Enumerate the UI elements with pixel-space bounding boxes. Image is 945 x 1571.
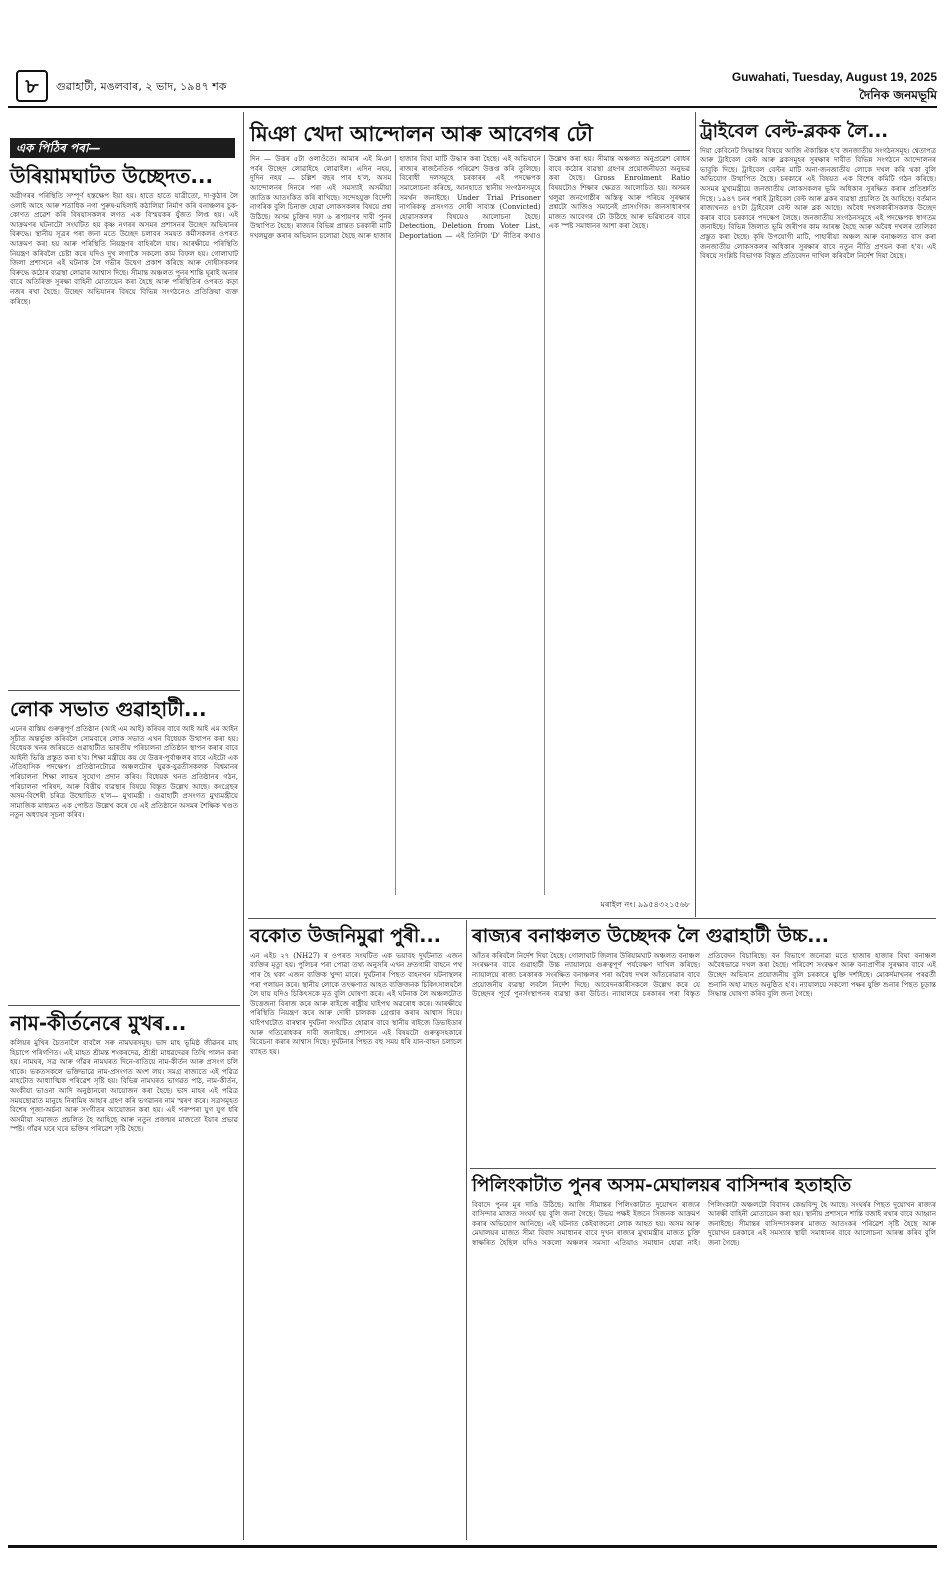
article-phone-number: মৰাইল নং। ৯৯৫৪৩২১৫৬৮ xyxy=(600,900,690,910)
page-number: ৮ xyxy=(16,70,48,102)
article-headline: ৰাজ্যৰ বনাঞ্চলত উচ্ছেদক লৈ গুৱাহাটী উচ্চ... xyxy=(472,925,829,947)
section-rule xyxy=(8,690,240,691)
lead-headline: মিঞা খেদা আন্দোলন আৰু আবেগৰ ঢৌ xyxy=(250,122,690,151)
article-headline: ট্ৰাইবেল বেল্ট-ব্লকক লৈ... xyxy=(700,121,889,142)
article-body: বিবাদে পুনৰ মূৰ দাঙি উঠিছে। আজি সীমান্তৰ পিলিংকাটাত দুয়োখন ৰাজ্যৰ বাসিন্দাৰ মাজত সংঘৰ্ষ হয় বুলি জনা গৈছে। উভয় পক্ষই ইজনে সিজনক আক্ৰমণ কৰাৰ অভিযোগ আনিছে। এই ঘটনাত কেইবাজনো লোক আহত হয়। অসম আৰু মেঘালয়ৰ মাজত সীমা বিবাদ সমাধানৰ বাবে দুখন ৰাজ্যৰ মুখ্যমন্ত্ৰীৰ মাজত চুক্তি স্বাক্ষৰিত হৈছিল যদিও সকলো অঞ্চলৰ সমস্যা এতিয়াও সমাধান হোৱা নাই। পিলিংকাটা অঞ্চলটো বিবাদৰ কেন্দ্ৰবিন্দু হৈ আছে। সংঘৰ্ষৰ পিছত দুয়োখন ৰাজ্যৰ আৰক্ষী বাহিনী মোতায়েন কৰা হয়। স্থানীয় প্ৰশাসনে শান্তি বজাই ৰখাৰ বাবে আহ্বান জনাইছে। সীমান্তৰ বাসিন্দাসকলৰ মাজত আতংকৰ পৰিৱেশ সৃষ্টি হৈছে আৰু দুয়োখন চৰকাৰে এই সমস্যাৰ স্থায়ী সমাধানৰ বাবে আলোচনা আৰম্ভ কৰিব বুলি জনা গৈছে। xyxy=(472,1200,939,1248)
article-uriamghat xyxy=(10,164,241,685)
article-pilingkata xyxy=(472,1175,939,1540)
article-headline: নাম-কীৰ্তনেৰে মুখৰ... xyxy=(10,1011,187,1035)
article-headline: লোক সভাত গুৱাহাটী... xyxy=(10,697,207,721)
article-naam-kirtan xyxy=(10,1011,241,1540)
article-body: আঁতৰ কৰিবলৈ নিৰ্দেশ দিয়া হৈছে। গোলাঘাট জিলাৰ উৰিয়ামঘাট অঞ্চলত বনাঞ্চল সংৰক্ষণৰ বাবে গুৱাহাটী উচ্চ ন্যায়ালয়ে গুৰুত্বপূৰ্ণ পৰ্যবেক্ষণ দাখিল কৰিছে। ন্যায়ালয়ে ৰাজ্য চৰকাৰক সংৰক্ষিত বনাঞ্চলৰ পৰা অবৈধ দখল আঁতৰোৱাৰ বাবে প্ৰয়োজনীয় ব্যৱস্থা লবলৈ নিৰ্দেশ দিছে। আবেদনকাৰীসকলে উল্লেখ কৰে যে উচ্ছেদৰ পূৰ্বে পুনৰ্সংস্থাপনৰ ব্যৱস্থা কৰা উচিত। ন্যায়ালয়ে চৰকাৰৰ পৰা বিস্তৃত প্ৰতিবেদন বিচাৰিছে। বন বিভাগে জনোৱা মতে হাজাৰ হাজাৰ বিঘা বনাঞ্চল অবৈধভাৱে দখল কৰা হৈছে। পৰিবেশ সংৰক্ষণ আৰু বন্যপ্ৰাণীৰ সুৰক্ষাৰ বাবে এই উচ্ছেদ অভিযান প্ৰয়োজনীয় বুলি চৰকাৰে যুক্তি দৰ্শাইছে। মোকৰ্দমাখনৰ পৰৱৰ্তী শুনানি অহা মাহত অনুষ্ঠিত হ'ব। ন্যায়ালয়ে সকলো পক্ষৰ যুক্তি শুনাৰ পিছত চূড়ান্ত সিদ্ধান্ত ঘোষণা কৰিব বুলি জনা গৈছে। xyxy=(472,951,939,999)
section-rule xyxy=(248,918,936,919)
article-bakot xyxy=(250,925,465,1540)
page-header xyxy=(8,70,937,108)
article-headline: উৰিয়ামঘাটত উচ্ছেদত... xyxy=(10,164,214,188)
header-right xyxy=(732,70,937,107)
header-date-english: Guwahati, Tuesday, August 19, 2025 xyxy=(731,70,937,84)
article-body: দিয়া কেবিনেট সিদ্ধান্তৰ বিষয়ে আজি ঐকান্তিক হ'ব জনজাতীয় সংগঠনসমূহ। শ্বেতাপত্ৰ আৰু ট্ৰাইবেল বেল্ট আৰু ব্লকসমূহৰ সুৰক্ষাৰ দাবীত বিভিন্ন সংগঠনে আন্দোলনৰ ভাবুকি দিছে। ট্ৰাইবেল বেল্টৰ মাটি অনা-জনজাতীয় লোকে দখল কৰি থকা বুলি অভিযোগ উত্থাপিত হৈছে। চৰকাৰে এই বিষয়ত এক বিশেষ কমিটি গঠন কৰিছে। অসমৰ মুখ্যমন্ত্ৰীয়ে জনজাতীয় লোকসকলৰ ভূমি অধিকাৰ সুৰক্ষিত কৰাৰ প্ৰতিশ্ৰুতি দিছে। ১৯৪৭ চনৰ পৰাই ট্ৰাইবেল বেল্ট আৰু ব্লকৰ ব্যৱস্থা প্ৰচলিত হৈ আহিছে। বৰ্তমান ৰাজ্যখনত ৪৭টা ট্ৰাইবেল বেল্ট আৰু ব্লক আছে। অবৈধ দখলকাৰীসকলক উচ্ছেদ কৰাৰ বাবে চৰকাৰে পদক্ষেপ লৈছে। জনজাতীয় সংগঠনসমূহে এই পদক্ষেপক স্বাগতম জনাইছে। বিভিন্ন জিলাত ভূমি জৰীপৰ কাম আৰম্ভ হৈছে আৰু অবৈধ দখলৰ তালিকা প্ৰস্তুত কৰা হৈছে। কৃষি উপযোগী মাটি, পাহাৰীয়া অঞ্চল আৰু বনাঞ্চলত বাস কৰা জনজাতীয় লোকসকলৰ অধিকাৰ সুৰক্ষাৰ বাবে নতুন নীতি প্ৰণয়ন কৰা হ'ব। এই বিষয়ে সংশ্লিষ্ট বিভাগক বিস্তৃত প্ৰতিবেদন দাখিল কৰিবলৈ নিৰ্দেশ দিয়া হৈছে। xyxy=(700,146,939,261)
article-body: এনেৰ বাস্তিয় গুৰুত্বপূৰ্ণ প্ৰতিষ্ঠান (আই এম আই) কৰিবৰ বাবে আই আই এম আইন সূচীত অন্তৰ্ভুক্ত কৰিবলৈ সোমবাৰে লোক সভাত এখন বিধেয়ক উত্থাপন কৰা হয়। বিধেয়ক খনৰ জৰিয়তে গুৱাহাটীত ভাৰতীয় পৰিচালনা প্ৰতিষ্ঠান স্থাপন কৰাৰ বাবে আইনী ভিত্তি প্ৰস্তুত কৰা হ'ব। শিক্ষা মন্ত্ৰীয়ে কয় যে উত্তৰ-পূৰ্বাঞ্চলৰ বাবে এইটো এক ঐতিহাসিক পদক্ষেপ। প্ৰতিষ্ঠানটোৱে অঞ্চলটোৰ যুৱক-যুৱতীসকলক বিশ্বমানৰ পৰিচালনা শিক্ষা লাভৰ সুযোগ প্ৰদান কৰিব। বিধেয়ক খনত প্ৰতিষ্ঠানৰ গঠন, পৰিচালনা পৰিষদ, আৰু বিত্তীয় ব্যৱস্থাৰ বিষয়ে বিস্তৃত উল্লেখ আছে। কংগ্ৰেছৰ অসম-বিশেষী চৰিত্ৰ উন্মোচিত হ'ল— মুখ্যমন্ত্ৰী ৷ গুৱাহাটী প্ৰসংগত মুখ্যমন্ত্ৰীয়ে সামাজিক মাধ্যমত এক পোষ্টত উল্লেখ কৰে যে এই প্ৰতিষ্ঠানে অসমৰ শৈক্ষিক খণ্ডত নতুন অধ্যায়ৰ সূচনা কৰিব। xyxy=(10,725,241,820)
newspaper-name: দৈনিক জনমভূমি xyxy=(859,88,937,102)
article-tribal-belt xyxy=(700,121,939,914)
article-body: কলিয়ৰ মুখিৰ চৈতন্যলৈ বাবলৈ সৰু নামঘৰসমূহ। ভাদ মাহ ভূমিষ্ঠ জীৱনৰ মাহ হিচাপে পৰিগণিত। এই মাহত শ্ৰীমন্ত শংকৰদেৱ, শ্ৰীশ্ৰী মাধৱদেৱৰ তিথি পালন কৰা হয়। নামঘৰ, সত্ৰ আৰু গাঁৱৰ নামঘৰত দিনে-ৰাতিয়ে নাম-কীৰ্তন আৰু প্ৰসংগ চলি থাকে। ভকতসকলে ভক্তিভাৱে নাম-প্ৰসংগত অংশ লয়। সমগ্ৰ ৰাজ্যতে এই পৱিত্ৰ মাহটোত আধ্যাত্মিক পৰিৱেশ সৃষ্টি হয়। বিভিন্ন নামঘৰত ভাগৱত পাঠ, নাম-কীৰ্তন, অংকীয়া ভাওনা আদি অনুষ্ঠানৰো আয়োজন কৰা হৈছে। ভাদ মাহৰ এই পৱিত্ৰ সময়ছোৱাত মানুহে নিৰামিষ আহাৰ গ্ৰহণ কৰি ভগৱানৰ নাম স্মৰণ কৰে। সত্ৰসমূহত বিশেষ পূজা-অৰ্চনা আৰু সংগীতৰ আয়োজন কৰা হয়। এই পৰম্পৰা যুগ যুগ ধৰি অসমীয়া সমাজত প্ৰচলিত হৈ আহিছে আৰু নতুন প্ৰজন্মৰ মাজতো ইয়াৰ প্ৰভাৱ স্পষ্ট। গাঁৱৰ ঘৰে ঘৰে ভক্তিৰ পৰিৱেশ সৃষ্টি হৈছে। xyxy=(10,1039,241,1134)
section-rule xyxy=(470,1168,936,1169)
column-rule xyxy=(466,920,467,1540)
column-rule xyxy=(695,112,696,917)
article-body: এন এইচ ২৭ (NH27) ৰ ওপৰত সংঘটিত এক ভয়াবহ দুৰ্ঘটনাত এজন ব্যক্তিৰ মৃত্যু হয়। পুলিচৰ পৰা পোৱা তথ্য অনুসৰি এখন দ্ৰুতগামী বাহনে পথ পাৰ হৈ থকা এজন ব্যক্তিক খুন্দা মাৰে। দুৰ্ঘটনাৰ পিছত বাহনখন ঘটনাস্থলৰ পৰা পলায়ন কৰে। স্থানীয় লোকে তৎক্ষণাত আহত ব্যক্তিজনক চিকিৎসালয়লৈ লৈ যায় যদিও চিকিৎসকে মৃত বুলি ঘোষণা কৰে। এই ঘটনাক লৈ অঞ্চলটোত উত্তেজনা বিৰাজ কৰে আৰু ৰাইজে ৰাষ্ট্ৰীয় ঘাইপথ অৱৰোধ কৰে। আৰক্ষীয়ে পৰিস্থিতি নিয়ন্ত্ৰণ কৰে আৰু দোষী চালকক গ্ৰেপ্তাৰ কৰাৰ আশ্বাস দিয়ে। ঘাইপথটোত বাৰম্বাৰ দুৰ্ঘটনা সংঘটিত হোৱাৰ বাবে স্থানীয় ৰাইজে ডিভাইডাৰ আৰু গতিৰোধকৰ দাবী জনাইছে। প্ৰশাসনে এই বিষয়টো গুৰুত্বসহকাৰে বিবেচনা কৰাৰ আশ্বাস দিছে। দুৰ্ঘটনাৰ পিছত বহু সময় ধৰি যান-বাহন চলাচল ব্যাহত হয়। xyxy=(250,951,465,1056)
column-rule xyxy=(243,112,244,1540)
article-forest-eviction-high-court xyxy=(472,925,939,1164)
article-body: অগ্নীগৰৰ পৰিস্থিতি সম্পূৰ্ণ হস্তক্ষেপ ইয়া হয়। হাতে হাতে যাত্ৰীতো, দা-কুঠাৰ লৈ ওলাই আহে আৰু শতাধিক নগা পুৰুষ-মহিলাই কঠালিয়া নিৰ্মাণ কৰি বনাঞ্চলৰ চুক-কোণত প্ৰৱেশ কৰি বিষয়াসকলৰ লগত এক বিস্ময়কৰ যুঁজত লিপ্ত হয়। এই আক্ৰমণৰ ঘটনাটো সংঘটিত হয় কৃষ্ণ নগৰৰ অসমৰ প্ৰশাসনৰ উচ্ছেদ অভিযানৰ বিৰুদ্ধে। স্থানীয় সূত্ৰৰ পৰা জনা মতে উচ্ছেদ চলাবৰ সময়ত কৰ্মীসকলৰ ওপৰত আক্ৰমণ কৰা হয় আৰু পৰিস্থিতি নিয়ন্ত্ৰণৰ বাহিৰলৈ যায়। আৰক্ষীয়ে পৰিস্থিতি নিয়ন্ত্ৰণ কৰিবলৈ চেষ্টা কৰে যদিও দুখ লগাকৈ সকলো কাম বিফল হয়। গোলাঘাট জিলা প্ৰশাসনে এই ঘটনাক লৈ গভীৰ উদ্বেগ প্ৰকাশ কৰিছে আৰু দোষীসকলৰ বিৰুদ্ধে কঠোৰ ব্যৱস্থা লোৱাৰ আশ্বাস দিছে। সীমান্ত অঞ্চলত পুনৰ শান্তি ঘূৰাই অনাৰ বাবে অতিৰিক্ত সুৰক্ষা বাহিনী মোতায়েন কৰা হৈছে আৰু পৰিস্থিতিৰ ওপৰত কড়া নজৰ ৰখা হৈছে। উচ্ছেদ অভিযানৰ বিষয়ে বিভিন্ন সংগঠনেও প্ৰতিক্ৰিয়া ব্যক্ত কৰিছে। xyxy=(10,192,241,306)
article-headline: বকোত উজনিমুৱা পুৰী... xyxy=(250,925,441,947)
header-date-assamese: গুৱাহাটী, মঙলবাৰ, ২ ভাদ, ১৯৪৭ শক xyxy=(56,80,227,93)
article-body: দিন — উত্তৰ ৫টা ওলাওঁতে। আমাৰ এই মিঞা পৰ্বৰ উচ্ছেদ লোৱাইহে লোৱাইল। এদিন নহয়, দুদিন নহয় — চল্লিশ বছৰ পাৰ হ'ল, অসম আন্দোলনৰ দিনৰে পৰা এই সমস্যাই অসমীয়া জাতিক আতংকিত কৰি ৰাখিছে। সন্দেহযুক্ত বিদেশী নাগৰিক বুলি চিনাক্ত হোৱা লোকসকলৰ বিষয়ে প্ৰশ্ন উঠিছে। অসম চুক্তিৰ দফা ৬ ৰূপায়ণৰ দাবী পুনৰ উত্থাপিত হৈছে। ৰাজ্যৰ বিভিন্ন প্ৰান্তত চৰকাৰী মাটি দখলমুক্ত কৰাৰ অভিযান চলোৱা হৈছে আৰু হাজাৰ হাজাৰ বিঘা মাটি উদ্ধাৰ কৰা হৈছে। এই অভিযানে ৰাজ্যৰ ৰাজনৈতিক পৰিৱেশ উত্তপ্ত কৰি তুলিছে। বিৰোধী দলসমূহে চৰকাৰৰ এই পদক্ষেপক সমালোচনা কৰিছে, আনহাতে স্থানীয় সংগঠনসমূহে সমৰ্থন জনাইছে। Under Trial Prisoner নাগৰিকত্ব প্ৰসংগত দোষী সাব্যস্ত (Convicted) হোৱাসকলৰ বিষয়েও আলোচনা হৈছে। Detection, Deletion from Voter List, Deportation — এই তিনিটা 'D' নীতিৰ কথাও উল্লেখ কৰা হয়। সীমান্ত অঞ্চলত অনুপ্ৰৱেশ ৰোধৰ বাবে কঠোৰ ব্যৱস্থা গ্ৰহণৰ প্ৰয়োজনীয়তা অনুভৱ কৰা হৈছে। Gross Enrolment Ratio বিষয়টোও শিক্ষাৰ ক্ষেত্ৰত আলোচিত হয়। অসমৰ থলুৱা জনগোষ্ঠীৰ অস্তিত্ব আৰু পৰিচয় সুৰক্ষাৰ প্ৰশ্নটো আজিও সমানেই প্ৰাসংগিক। জনসাধাৰণৰ মাজত আবেগৰ ঢৌ উঠিছে আৰু ভৱিষ্যতৰ বাবে এক স্পষ্ট সমাধানৰ আশা কৰা হৈছে। xyxy=(250,155,693,240)
article-loksabha xyxy=(10,697,241,1000)
article-miya-kheda xyxy=(250,122,693,914)
continued-label: এক পিঠিৰ পৰা— xyxy=(10,138,235,158)
article-headline: পিলিংকাটাত পুনৰ অসম-মেঘালয়ৰ বাসিন্দাৰ হতাহতি xyxy=(472,1175,852,1196)
page-bottom-rule xyxy=(8,1545,937,1548)
section-rule xyxy=(8,1005,240,1006)
